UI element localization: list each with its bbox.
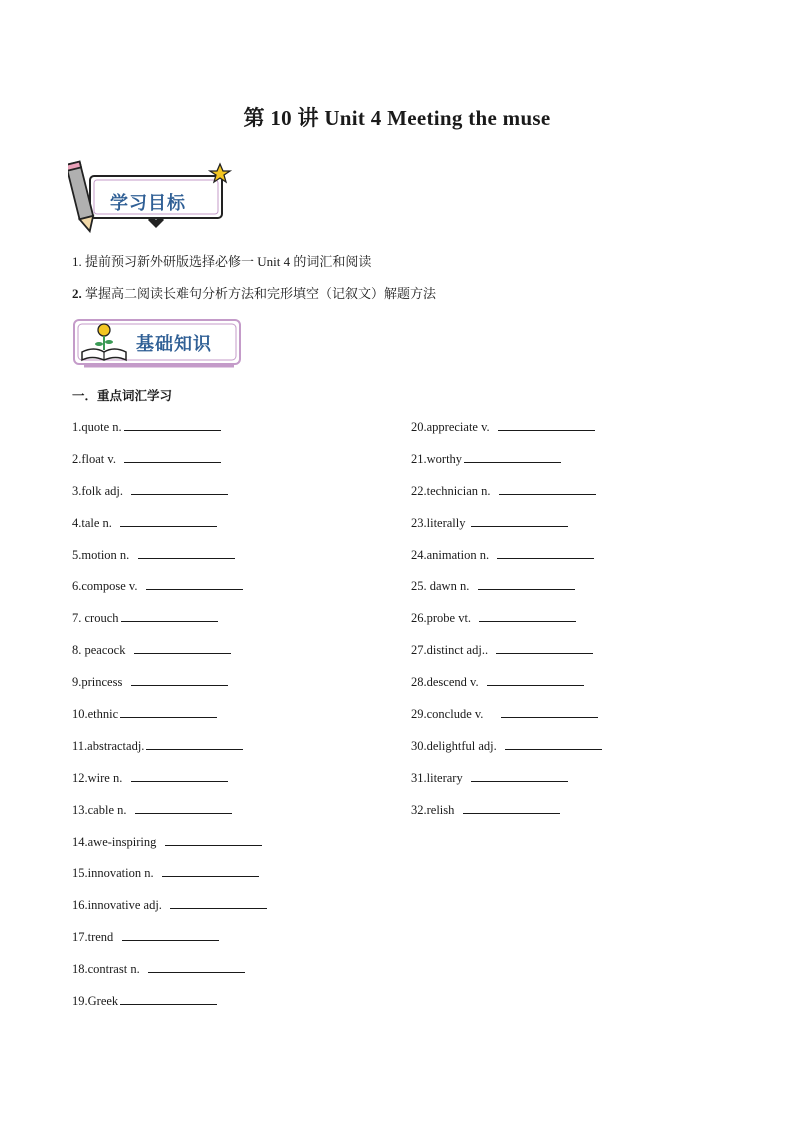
answer-blank[interactable] [121,609,218,622]
answer-blank[interactable] [496,641,593,654]
vocab-item [411,450,602,482]
vocab-item [411,514,602,546]
vocab-term: 2.float v. [72,451,123,466]
answer-blank[interactable] [165,833,262,846]
answer-blank[interactable] [170,896,267,909]
answer-blank[interactable] [463,801,560,814]
vocab-term: 20.appreciate v. [411,420,496,434]
vocab-term: 26.probe vt. [411,611,478,626]
vocab-term: 29.conclude v. [411,707,500,722]
vocab-term: 14.awe-inspiring [72,834,163,849]
vocab-term: 28.descend v. [411,675,485,690]
answer-blank[interactable] [464,450,561,463]
vocab-term: 32.relish [411,802,461,817]
answer-blank[interactable] [471,769,568,782]
vocab-item [72,864,267,896]
vocab-column-left [72,418,267,1024]
answer-blank[interactable] [135,801,232,814]
vocab-item [411,737,602,769]
vocab-item [72,482,267,514]
vocab-term: 5.motion n. [72,547,136,562]
answer-blank[interactable] [120,514,217,527]
vocab-term: 24.animation n. [411,547,496,562]
vocab-item [72,960,267,992]
vocab-item [72,896,267,928]
vocab-term: 7. crouch [72,611,119,626]
vocab-term: 30.delightful adj. [411,738,503,753]
answer-blank[interactable] [146,737,243,750]
answer-blank[interactable] [134,641,231,654]
vocab-item [72,577,267,609]
vocab-item [411,801,602,833]
vocab-item [411,673,602,705]
answer-blank[interactable] [138,546,235,559]
vocab-item [72,673,267,705]
vocab-item [411,769,602,801]
objective-item: 1. 提前预习新外研版选择必修一 Unit 4 的词汇和阅读 [72,254,372,269]
objective-item: 2. 掌握高二阅读长难句分析方法和完形填空（记叙文）解题方法 [72,286,437,301]
vocab-item [72,514,267,546]
answer-blank[interactable] [497,546,594,559]
vocab-term: 16.innovative adj. [72,898,169,913]
vocab-term: 11.abstractadj. [72,738,145,753]
answer-blank[interactable] [131,482,228,495]
answer-blank[interactable] [505,737,602,750]
vocab-term: 15.innovation n. [72,866,160,881]
vocab-item [72,609,267,641]
vocab-item [72,928,267,960]
vocab-column-right [411,418,602,833]
vocab-item [411,482,602,514]
vocab-item [72,705,267,737]
vocab-term: 18.contrast n. [72,962,146,977]
vocab-term: 4.tale n. [72,515,119,530]
vocab-term: 19.Greek [72,994,119,1009]
answer-blank[interactable] [120,705,217,718]
vocab-term: 23.literally [411,515,469,530]
vocab-term: 31.literary [411,770,469,785]
answer-blank[interactable] [478,577,575,590]
vocab-term: 1.quote n. [72,420,122,434]
vocab-term: 25. dawn n. [411,579,476,594]
vocab-term: 10.ethnic [72,707,119,722]
vocab-item [72,418,267,450]
vocab-item [411,609,602,641]
answer-blank[interactable] [471,514,568,527]
answer-blank[interactable] [131,769,228,782]
answer-blank[interactable] [120,992,217,1005]
vocab-term: 27.distinct adj.. [411,643,495,658]
answer-blank[interactable] [479,609,576,622]
answer-blank[interactable] [124,450,221,463]
vocab-term: 17.trend [72,930,120,945]
answer-blank[interactable] [501,705,598,718]
vocab-term: 3.folk adj. [72,483,130,498]
answer-blank[interactable] [487,673,584,686]
vocab-term: 12.wire n. [72,770,129,785]
section-heading: 一．重点词汇学习 [72,388,173,403]
vocab-item [72,769,267,801]
vocab-item [72,801,267,833]
vocab-item [72,737,267,769]
answer-blank[interactable] [499,482,596,495]
vocab-term: 9.princess [72,675,129,690]
answer-blank[interactable] [131,673,228,686]
vocab-item [411,705,602,737]
vocab-term: 13.cable n. [72,802,133,817]
vocab-item [72,450,267,482]
basics-badge-label: 基础知识 [136,334,212,355]
vocab-item [411,641,602,673]
answer-blank[interactable] [162,864,259,877]
vocab-term: 21.worthy [411,451,463,466]
objectives-badge [68,158,234,234]
answer-blank[interactable] [124,418,221,431]
vocab-item [72,992,267,1024]
vocab-item [411,418,602,450]
page-title: 第 10 讲 Unit 4 Meeting the muse [243,106,551,130]
answer-blank[interactable] [146,577,243,590]
vocab-item [72,833,267,865]
answer-blank[interactable] [148,960,245,973]
vocab-term: 22.technician n. [411,483,497,498]
answer-blank[interactable] [498,418,595,431]
objectives-badge-label: 学习目标 [110,193,186,214]
vocab-item [72,641,267,673]
answer-blank[interactable] [122,928,219,941]
vocab-term: 6.compose v. [72,579,144,594]
vocab-item [411,577,602,609]
vocab-item [411,546,602,578]
vocab-term: 8. peacock [72,643,132,658]
vocab-item [72,546,267,578]
basics-badge [72,316,244,372]
